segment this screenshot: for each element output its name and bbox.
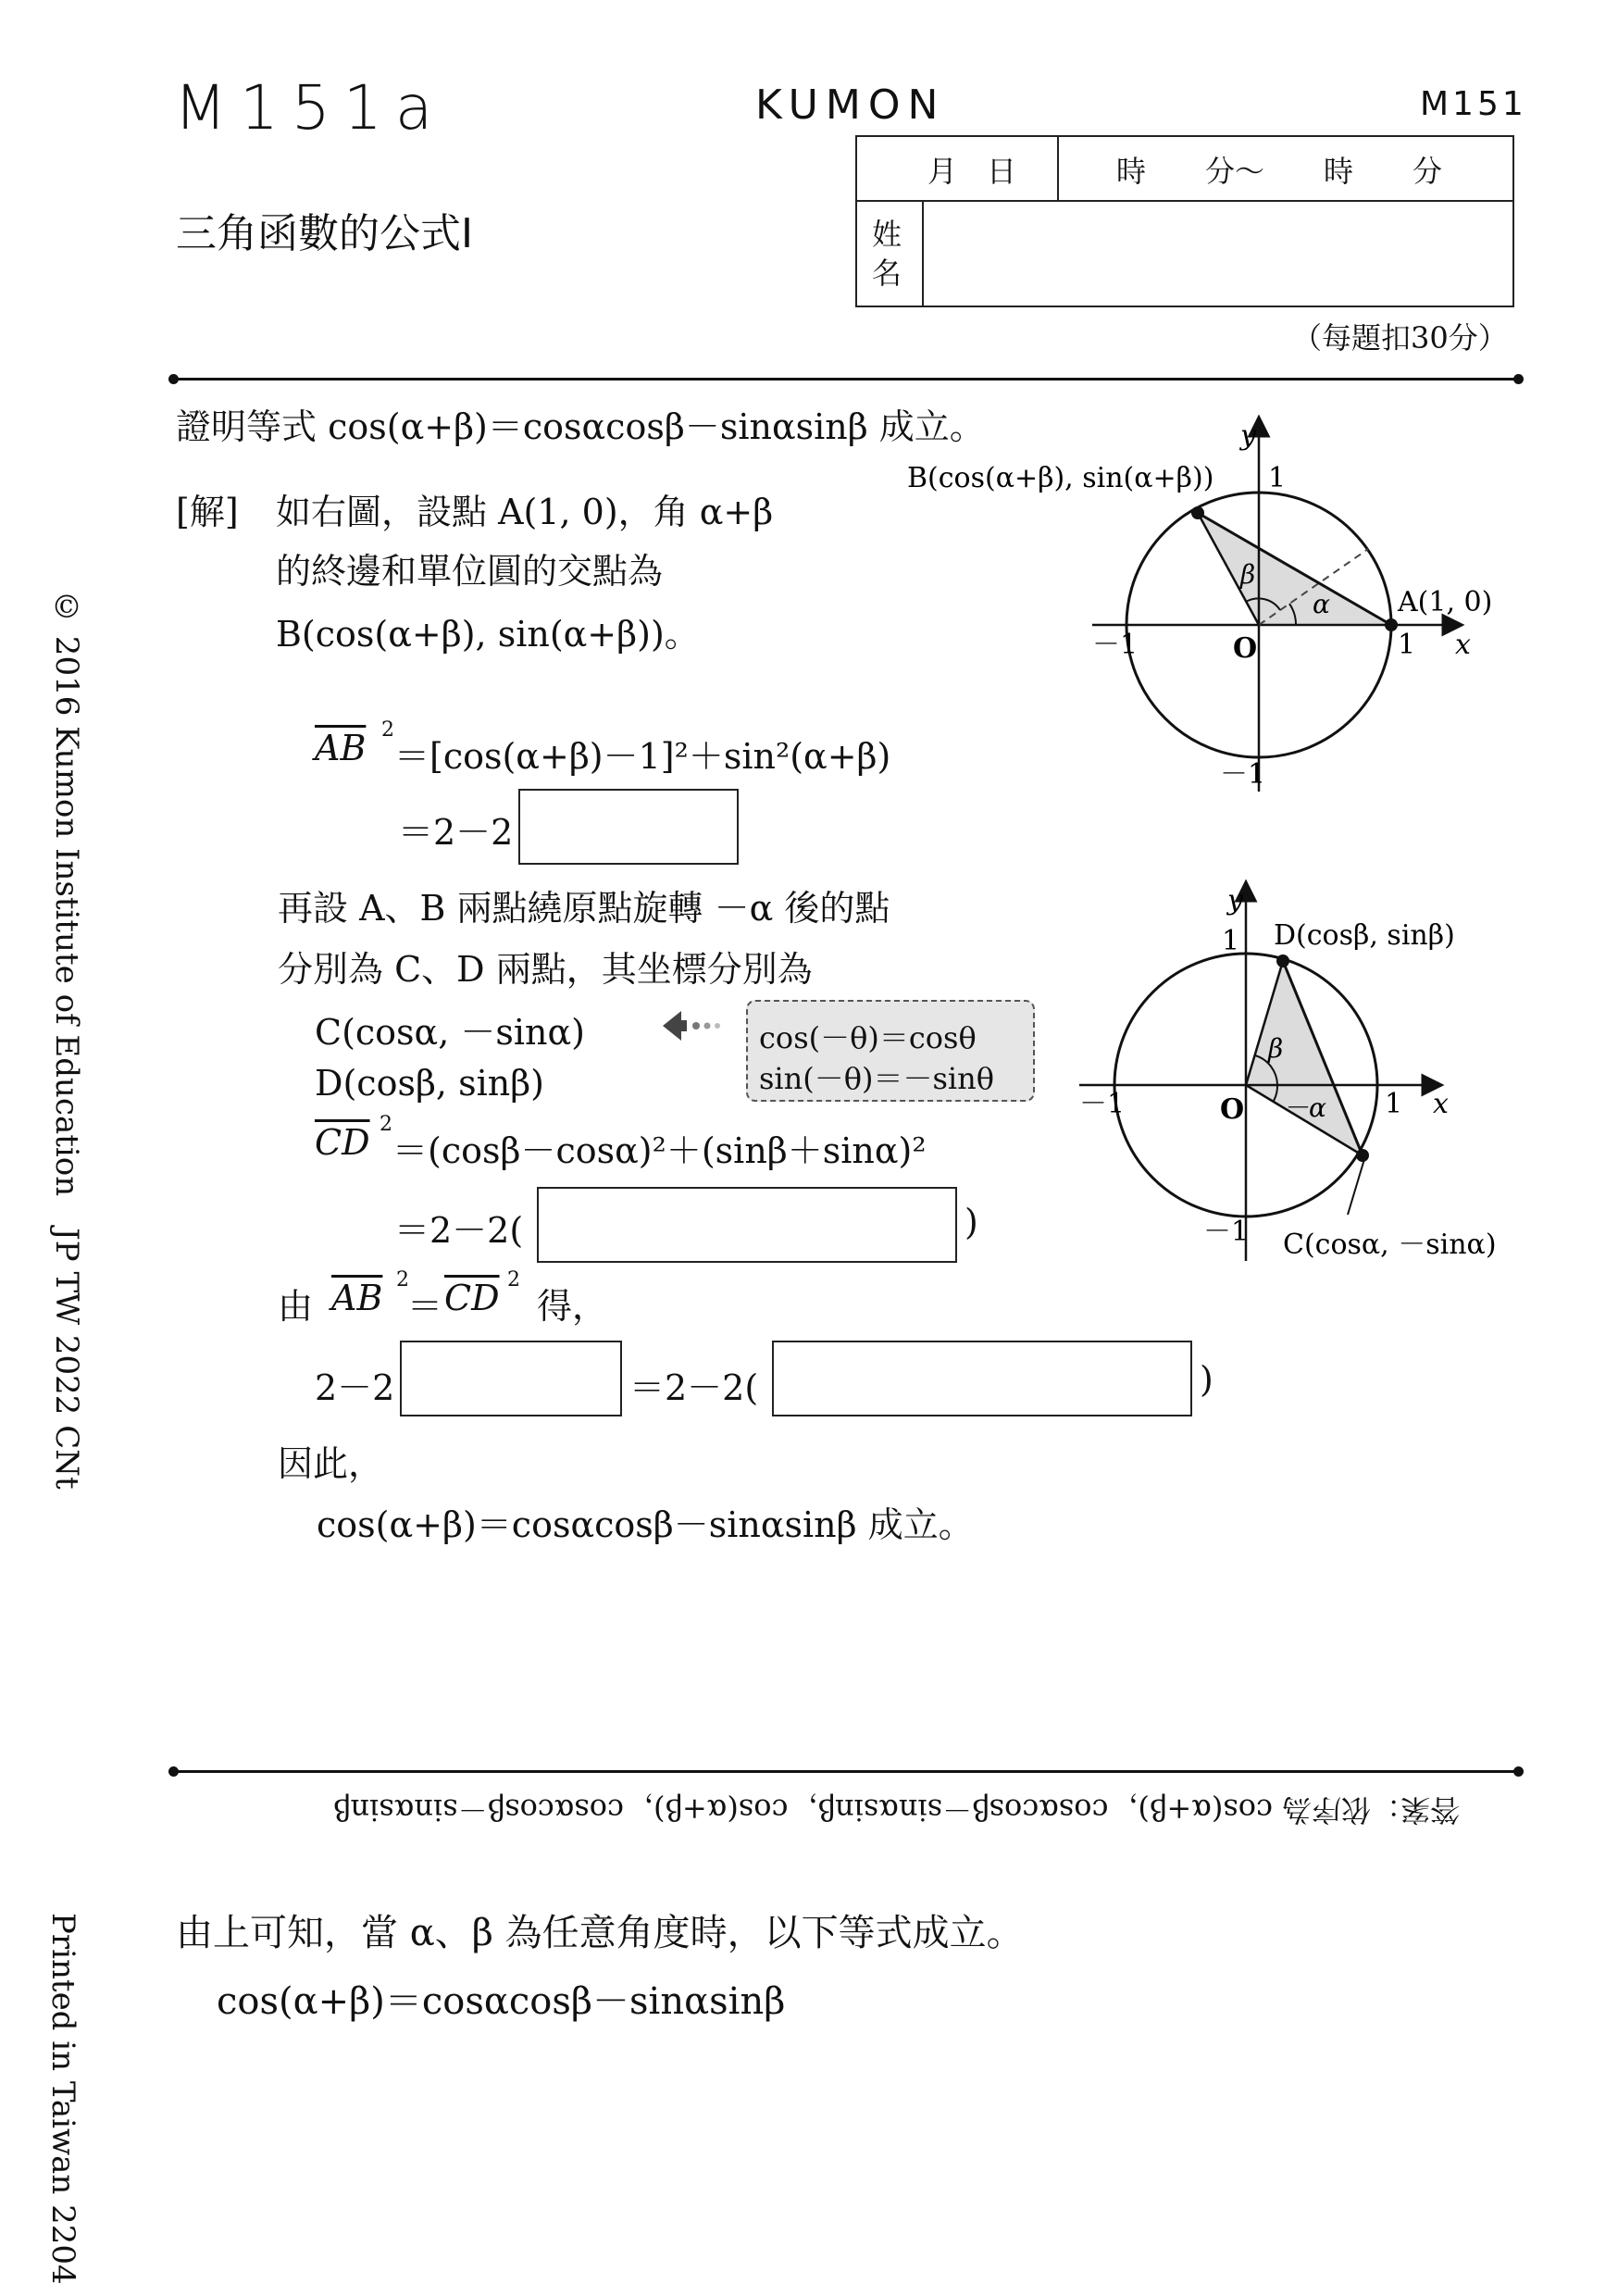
fig2-neg-alpha: －α	[1283, 1092, 1326, 1123]
conclusion: cos(α+β)＝cosαcosβ－sinαsinβ 成立。	[317, 1504, 974, 1545]
answer-box-4[interactable]	[772, 1341, 1192, 1416]
ab-eq-1: ＝[cos(α+β)－1]²＋sin²(α+β)	[394, 736, 891, 777]
fig1-x-label: x	[1455, 629, 1471, 661]
copyright-text: © 2016 Kumon Institute of Education JP TW 2022 CNt	[48, 589, 85, 1490]
printed-in-text: Printed in Taiwan 2204	[44, 1913, 81, 2285]
solution-line-1: 如右圖，設點 A(1, 0)，角 α+β	[276, 492, 774, 532]
month-day-label: 月 日	[927, 154, 1017, 189]
hint-line-2: sin(－θ)＝－sinθ	[759, 1061, 995, 1096]
therefore-label: 因此，	[278, 1443, 384, 1484]
rotation-line-2: 分別為 C、D 兩點，其坐標分別為	[278, 949, 813, 990]
by-suffix: 得，	[537, 1286, 608, 1327]
fig2-origin: O	[1220, 1093, 1245, 1126]
name-label-2: 名	[872, 256, 902, 291]
label-D: D(cosβ, sinβ)	[1274, 919, 1455, 952]
summary-line-1: 由上可知，當 α、β 為任意角度時，以下等式成立。	[176, 1912, 1024, 1954]
kumon-logo: KUMON	[755, 81, 946, 129]
cd-eq-1: ＝(cosβ－cosα)²＋(sinβ＋sinα)²	[392, 1130, 927, 1171]
summary-formula: cos(α+β)＝cosαcosβ－sinαsinβ	[217, 1980, 786, 2023]
point-A	[1385, 618, 1398, 631]
score-note: （每題扣30分）	[1292, 320, 1508, 356]
close-paren-2: )	[1200, 1359, 1214, 1400]
cd-sup: 2	[380, 1113, 392, 1136]
by-equals: ＝	[407, 1286, 443, 1327]
final-eq-left: 2－2	[315, 1367, 395, 1408]
by-ab-sup: 2	[396, 1268, 409, 1292]
ab-sup: 2	[381, 718, 394, 742]
fig2-one-right: 1	[1385, 1088, 1403, 1120]
fig2-x-label: x	[1433, 1088, 1449, 1120]
fig2-one-top: 1	[1222, 925, 1240, 957]
fig1-one-right: 1	[1398, 629, 1416, 661]
fig1-alpha: α	[1313, 589, 1330, 619]
answer-key-upside-down: 答案：依序為 cos(α+β)，cosαcosβ－sinαsinβ，cos(α+β)，cosαcosβ－sinαsinβ	[333, 1792, 1461, 1828]
answer-box-1[interactable]	[518, 789, 739, 865]
c-leader-line	[1348, 1159, 1364, 1215]
date-name-box	[855, 135, 1514, 307]
cd-eq-2: ＝2－2(	[394, 1210, 524, 1251]
solution-label: [解]	[176, 492, 239, 532]
label-B: B(cos(α+β), sin(α+β))	[907, 462, 1214, 494]
ab-overline: $\overline{AB}$	[315, 728, 367, 768]
fig1-neg-left: －1	[1092, 629, 1139, 661]
answer-box-2[interactable]	[537, 1187, 957, 1263]
by-cd: $\overline{CD}$	[444, 1278, 500, 1318]
d-coordinate: D(cosβ, sinβ)	[315, 1063, 545, 1104]
fig2-y-label: y	[1227, 884, 1243, 917]
page-title: 三角函數的公式Ⅰ	[176, 210, 473, 257]
worksheet-code-right: M151	[1420, 85, 1527, 123]
fig1-y-label: y	[1240, 419, 1256, 452]
worksheet-code: M151a	[174, 72, 446, 144]
unit-circle-figure-2	[1018, 880, 1537, 1268]
ab-eq-2: ＝2－2	[398, 812, 514, 853]
cd-overline: $\overline{CD}$	[315, 1122, 370, 1163]
fig2-neg-bottom: －1	[1203, 1216, 1250, 1248]
problem-statement: 證明等式 cos(α+β)＝cosαcosβ－sinαsinβ 成立。	[176, 406, 985, 447]
fig2-neg-left: －1	[1079, 1088, 1126, 1120]
point-B	[1191, 506, 1204, 519]
label-C: C(cosα, －sinα)	[1283, 1229, 1497, 1261]
hint-box	[746, 1000, 1035, 1102]
fig1-neg-bottom: －1	[1220, 758, 1266, 791]
by-prefix: 由	[278, 1286, 314, 1327]
bottom-divider	[172, 1770, 1520, 1773]
solution-line-3: B(cos(α+β), sin(α+β))。	[276, 614, 700, 655]
unit-circle-figure-1	[907, 417, 1537, 805]
top-divider	[172, 378, 1520, 381]
fig1-beta: β	[1240, 559, 1256, 590]
answer-box-3[interactable]	[400, 1341, 622, 1416]
close-paren-1: )	[965, 1202, 978, 1242]
by-cd-sup: 2	[507, 1268, 520, 1292]
fig1-one-top: 1	[1268, 462, 1287, 494]
fig1-origin: O	[1233, 632, 1258, 665]
c-coordinate: C(cosα, －sinα)	[315, 1012, 585, 1053]
solution-line-2: 的終邊和單位圓的交點為	[276, 551, 664, 592]
fig2-beta: β	[1268, 1033, 1284, 1064]
label-A: A(1, 0)	[1398, 586, 1493, 618]
arrow-left-icon	[659, 1007, 726, 1044]
rotation-line-1: 再設 A、B 兩點繞原點旋轉 －α 後的點	[278, 888, 890, 929]
time-range-label: 時 分～ 時 分	[1116, 154, 1443, 189]
point-D	[1276, 955, 1289, 967]
name-label-1: 姓	[872, 217, 902, 252]
final-eq-mid: ＝2－2(	[629, 1367, 759, 1408]
hint-line-1: cos(－θ)＝cosθ	[759, 1020, 977, 1055]
by-ab: $\overline{AB}$	[331, 1278, 383, 1318]
point-C	[1356, 1149, 1369, 1162]
